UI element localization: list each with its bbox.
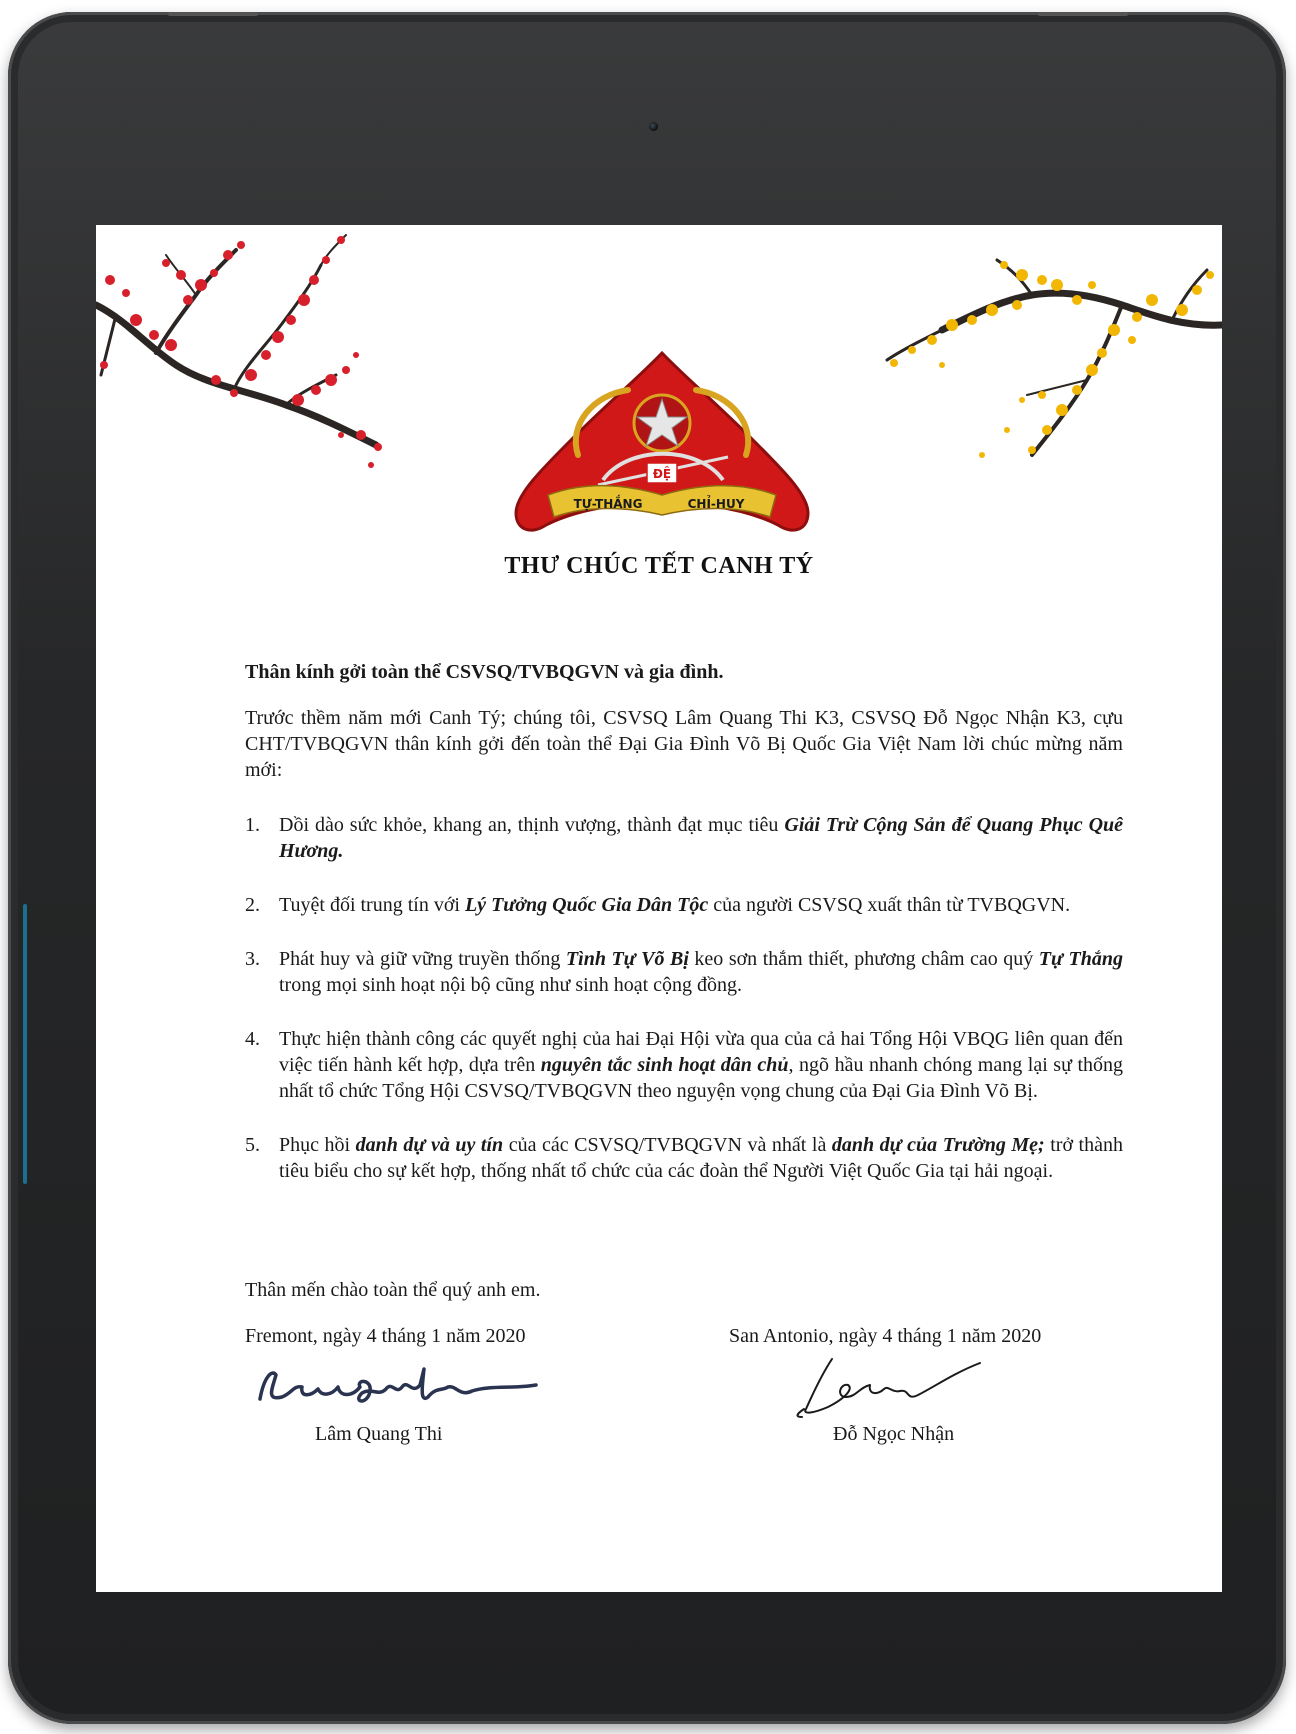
side-button [23, 904, 27, 1184]
signer-name-left: Lâm Quang Thi [315, 1423, 443, 1445]
wish-number: 2. [245, 894, 260, 916]
wish-text: , ngõ hầu nhanh chóng mang lại sự thống nhất tổ chức Tổng Hội CSVSQ/TVBQGVN theo nguyện vọng chung của Đại Gia Đình Võ Bị. [279, 1054, 1124, 1102]
wish-text: Dồi dào sức khỏe, khang an, thịnh vượng, thành đạt mục tiêu [279, 814, 785, 836]
wish-list [245, 812, 1123, 1212]
wish-text: Tuyệt đối trung tín với [279, 894, 465, 916]
wish-item [245, 946, 1123, 998]
wish-text: Phục hồi [279, 1134, 356, 1156]
emblem-banner-right: CHỈ-HUY [687, 497, 745, 511]
apricot-blossom-branch [882, 255, 1222, 485]
speaker-grille-right [1038, 12, 1128, 16]
emphasis-text: danh dự của Trường Mẹ; [831, 1134, 1045, 1156]
wish-text: keo sơn thắm thiết, phương châm cao quý [688, 948, 1039, 970]
emblem-shield-text: ĐỆ [652, 467, 672, 481]
wish-text: Phát huy và giữ vững truyền thống [279, 948, 566, 970]
emphasis-text: Lý Tưởng Quốc Gia Dân Tộc [464, 894, 709, 916]
signature-right [784, 1351, 984, 1421]
emphasis-text: Giải Trừ Cộng Sản để Quang Phục Quê Hương. [279, 814, 1124, 862]
emblem-banner-left: TỰ-THẮNG [573, 497, 643, 511]
wish-text: trong mọi sinh hoạt nội bộ cũng như sinh hoạt cộng đồng. [279, 974, 743, 996]
wish-text: của người CSVSQ xuất thân từ TVBQGVN. [708, 894, 1071, 916]
wish-text: Thực hiện thành công các quyết nghị của hai Đại Hội vừa qua của cả hai Tổng Hội VBQG liên quan đến việc tiến hành kết hợp, dựa trên [279, 1028, 1123, 1076]
emphasis-text: nguyên tắc sinh hoạt dân chủ [540, 1054, 789, 1076]
emphasis-text: Tự Thắng [1038, 948, 1123, 970]
tablet-device [8, 12, 1286, 1724]
signer-name-right: Đỗ Ngọc Nhận [833, 1423, 955, 1445]
wish-item [245, 1026, 1123, 1104]
wish-text: trở thành tiêu biểu cho sự kết hợp, thống nhất tổ chức của các đoàn thể Người Việt Quốc Gia tại hải ngoại. [279, 1134, 1123, 1182]
wish-item [245, 812, 1123, 864]
wish-number: 3. [245, 948, 260, 970]
plum-blossom-branch [96, 225, 396, 485]
letter-title: THƯ CHÚC TẾT CANH TÝ [504, 553, 814, 579]
wish-number: 1. [245, 814, 260, 836]
tablet-screen [96, 225, 1222, 1592]
emphasis-text: danh dự và uy tín [355, 1134, 504, 1156]
salutation: Thân kính gởi toàn thể CSVSQ/TVBQGVN và gia đình. [245, 661, 724, 683]
closing-line: Thân mến chào toàn thể quý anh em. [245, 1279, 541, 1301]
wish-text: của các CSVSQ/TVBQGVN và nhất là [503, 1134, 832, 1156]
academy-emblem [508, 345, 816, 545]
front-camera [649, 122, 658, 131]
wish-number: 4. [245, 1028, 260, 1050]
intro-paragraph [245, 705, 1123, 783]
intro-text: Trước thềm năm mới Canh Tý; chúng tôi, CSVSQ Lâm Quang Thi K3, CSVSQ Đỗ Ngọc Nhận K3, cựu CHT/TVBQGVN thân kính gởi đến toàn thể Đại Gia Đình Võ Bị Quốc Gia Việt Nam lời chúc mừng năm mới: [245, 707, 1123, 781]
signature-left [252, 1357, 542, 1417]
wish-item [245, 892, 1123, 918]
speaker-grille-left [168, 12, 258, 16]
wish-number: 5. [245, 1134, 260, 1156]
wish-item [245, 1132, 1123, 1184]
place-date-left: Fremont, ngày 4 tháng 1 năm 2020 [245, 1325, 526, 1347]
emphasis-text: Tình Tự Võ Bị [565, 948, 689, 970]
place-date-right: San Antonio, ngày 4 tháng 1 năm 2020 [729, 1325, 1042, 1347]
